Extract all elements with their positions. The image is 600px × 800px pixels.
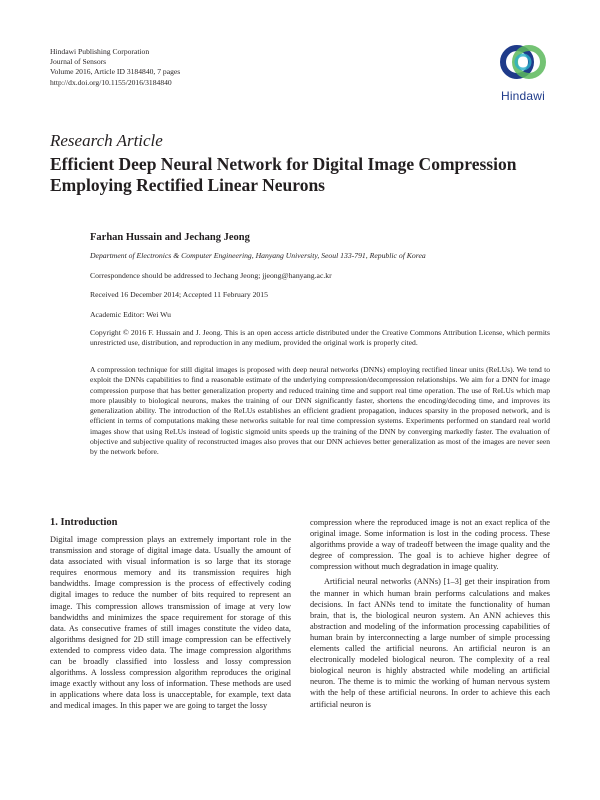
copyright-notice: Copyright © 2016 F. Hussain and J. Jeong. This is an open access article distributed under the Creative Commons Attribution License, which permits unrestricted use, distribution, and reproduction in any medium, provided the original work is properly cited. xyxy=(90,328,550,348)
left-column xyxy=(50,534,291,712)
journal-name: Journal of Sensors xyxy=(50,57,107,67)
article-type: Research Article xyxy=(50,131,163,150)
doi-link[interactable]: http://dx.doi.org/10.1155/2016/3184840 xyxy=(50,77,172,87)
logo-text: Hindawi xyxy=(500,89,546,103)
hindawi-logo xyxy=(497,40,549,106)
authors: Farhan Hussain and Jechang Jeong xyxy=(90,232,250,243)
paper-title xyxy=(50,154,570,196)
received-dates: Received 16 December 2014; Accepted 11 February 2015 xyxy=(90,290,268,299)
hindawi-logo-icon xyxy=(500,40,546,84)
affiliation: Department of Electronics & Computer Engineering, Hanyang University, Seoul 133-791, Republic of Korea xyxy=(90,251,426,260)
title-line: Employing Rectified Linear Neurons xyxy=(50,175,325,195)
right-column xyxy=(310,517,550,710)
paragraph: Artificial neural networks (ANNs) [1–3] get their inspiration from the manner in which human brain performs calculations and makes decisions. In fact ANNs tend to imitate the functionality of human brain, that is, the biological neuron system. An ANN achieves this abstraction and modeling of the information processing capabilities of human brain by interconnecting a large number of simple processing elements called the artificial neurons. An artificial neuron is an electronically modeled biological neuron. The complexity of a real biological neuron is highly abstracted while modeling an artificial neuron. The theme is to mimic the working of human nervous system with the help of these artificial neurons. In order to achieve this each artificial neuron is xyxy=(310,577,550,709)
volume-line: Volume 2016, Article ID 3184840, 7 pages xyxy=(50,67,181,77)
correspondence: Correspondence should be addressed to Jechang Jeong; jjeong@hanyang.ac.kr xyxy=(90,271,332,280)
academic-editor: Academic Editor: Wei Wu xyxy=(90,310,171,319)
title-line: Efficient Deep Neural Network for Digital Image Compression xyxy=(50,154,517,174)
section-heading: 1. Introduction xyxy=(50,517,118,528)
abstract: A compression technique for still digital images is proposed with deep neural networks (DNNs) employing rectified linear units (ReLUs). We tend to exploit the DNNs capabilities to find a reasonable estimate of the underlying compression/decompression relationships. We aim for a DNN for image compression purpose that has better generalization property and reduced training time and support real time operation. The use of ReLUs which map more plausibly to biological neurons, makes the training of our DNN significantly faster, shortens the encoding/decoding time, and improves its generalization ability. The introduction of the ReLUs establishes an efficient gradient propagation, induces sparsity in the proposed network, and is efficient in terms of computations making these networks suitable for real time compression systems. Experiments performed on standard real world images show that using ReLUs instead of logistic sigmoid units speeds up the training of the DNN by converging markedly faster. The evaluation of objective and subjective quality of reconstructed images also proves that our DNN achieves better generalization as most of the images are never seen by the network before. xyxy=(90,365,550,457)
publication-info xyxy=(50,47,180,88)
paragraph: Digital image compression plays an extremely important role in the transmission and storage of digital image data. Usually the amount of data associated with visual information is so large that its storage requires enormous memory and its transmission requires high bandwidths. Image compression is the process of effectively coding digital images to reduce the number of bits required to represent an image. This compression allows transmission of image at very low bandwidths and minimizes the space requirement for storage of this data. As consecutive frames of still images constitute the video data, algorithms designed for 2D still image compression can be effectively extended to compress video data. The image compression algorithms can be broadly classified into lossless and lossy compression algorithms. A lossless compression algorithm reproduces the original image exactly without any loss of information. These methods are used in applications where data loss is unacceptable, for example, text data and medical images. In this paper we are going to target the lossy xyxy=(50,535,291,711)
publisher-name: Hindawi Publishing Corporation xyxy=(50,47,150,56)
paragraph: compression where the reproduced image is not an exact replica of the original image. Some information is lost in the coding process. These algorithms provide a way of tradeoff between the image quality and the degree of compression. The goal is to achieve higher degree of compression without much degradation in image quality. xyxy=(310,518,550,572)
